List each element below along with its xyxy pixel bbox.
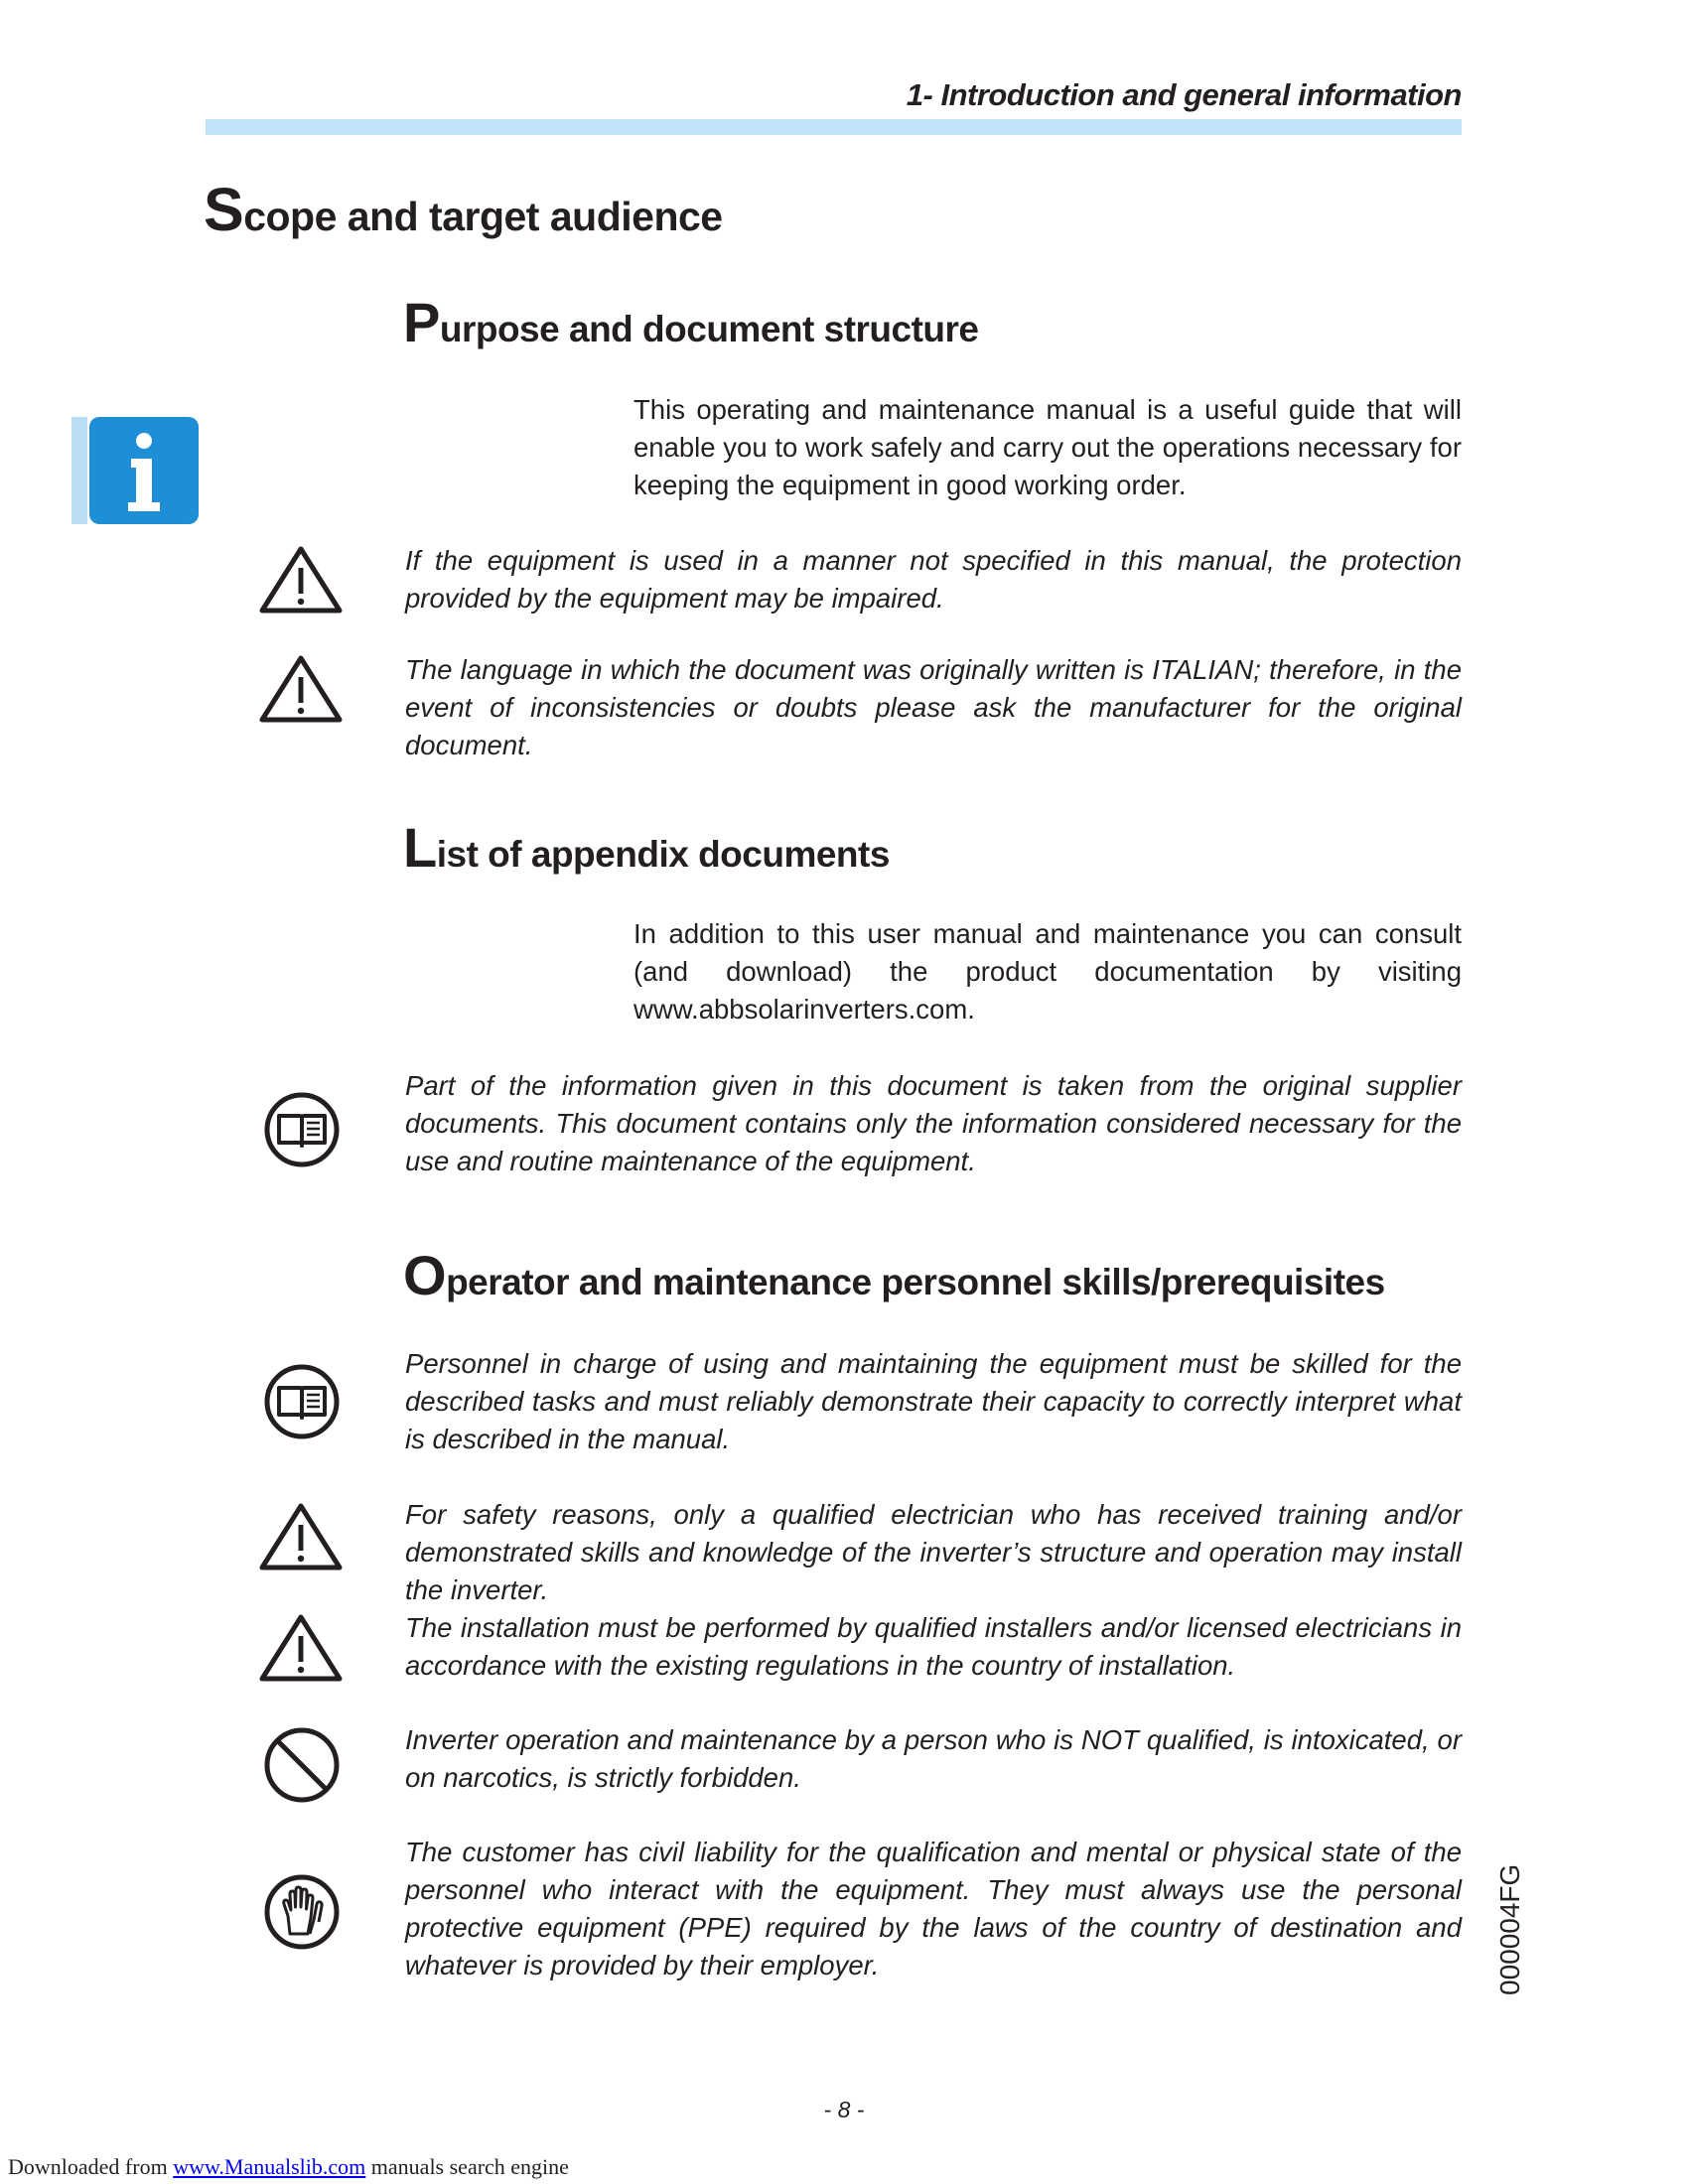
gloves-ppe-icon [262,1872,342,1952]
page-number: - 8 - [823,2097,865,2122]
personnel-note-5: The customer has civil liability for the qualification and mental or physical state of the personnel who interact with the equipment. They must always use the personal protective equipment (PPE) required by the laws of the country of destination and whatever is provided by their employer. [405,1837,1462,1980]
appendix-intro: In addition to this user manual and maintenance you can consult (and download) the product documentation by visiting www.abbsolarinverters.com. [633,918,1462,1024]
page-title-rest: cope and target audience [243,194,723,239]
heading-appendix-rest: ist of appendix documents [436,834,890,875]
document-code: 000004FG [1494,1863,1525,1995]
manualslib-link[interactable]: www.Manualslib.com [173,2154,366,2179]
purpose-note-1: If the equipment is used in a manner not specified in this manual, the protection provided by the equipment may be impaired. [405,545,1462,614]
heading-personnel [403,1243,1385,1307]
appendix-note-1: Part of the information given in this document is taken from the original supplier documents. This document contains only the information considered necessary for the use and routine maintenance of the equipment. [405,1070,1462,1176]
purpose-note-2: The language in which the document was originally written is ITALIAN; therefore, in the event of inconsistencies or doubts please ask the manufacturer for the original document. [405,654,1462,760]
prohibited-icon [262,1725,342,1805]
read-manual-icon [262,1362,342,1441]
personnel-note-3: The installation must be performed by qualified installers and/or licensed electricians in accordance with the existing regulations in the country of installation. [405,1612,1462,1681]
warning-icon [258,653,344,725]
personnel-note-2: For safety reasons, only a qualified electrician who has received training and/or demonstrated skills and knowledge of the inverter’s structure and operation may install the inverter. [405,1499,1462,1605]
read-manual-icon [262,1090,342,1169]
section-header: 1- Introduction and general information [906,77,1462,112]
heading-appendix-cap: L [403,816,437,879]
info-icon [71,417,199,524]
warning-icon [258,1612,344,1684]
download-prefix: Downloaded from [8,2154,174,2179]
heading-purpose-rest: urpose and document structure [439,309,979,349]
heading-appendix [403,815,890,880]
header-rule [206,119,1462,135]
purpose-intro: This operating and maintenance manual is a useful guide that will enable you to work safely and carry out the operations necessary for keeping the equipment in good working order. [633,394,1462,500]
page-title-cap: S [204,176,244,243]
download-footer [8,2154,569,2180]
heading-purpose-cap: P [403,291,440,353]
personnel-note-4: Inverter operation and maintenance by a person who is NOT qualified, is intoxicated, or on narcotics, is strictly forbidden. [405,1724,1462,1793]
warning-icon [258,1501,344,1572]
heading-personnel-cap: O [403,1244,447,1306]
page-title [204,175,723,244]
personnel-note-1: Personnel in charge of using and maintaining the equipment must be skilled for the described tasks and must reliably demonstrate their capacity to correctly interpret what is described in the manual. [405,1348,1462,1454]
heading-personnel-rest: perator and maintenance personnel skills/prerequisites [446,1262,1385,1302]
download-suffix: manuals search engine [365,2154,569,2179]
heading-purpose [403,290,979,354]
warning-icon [258,544,344,615]
